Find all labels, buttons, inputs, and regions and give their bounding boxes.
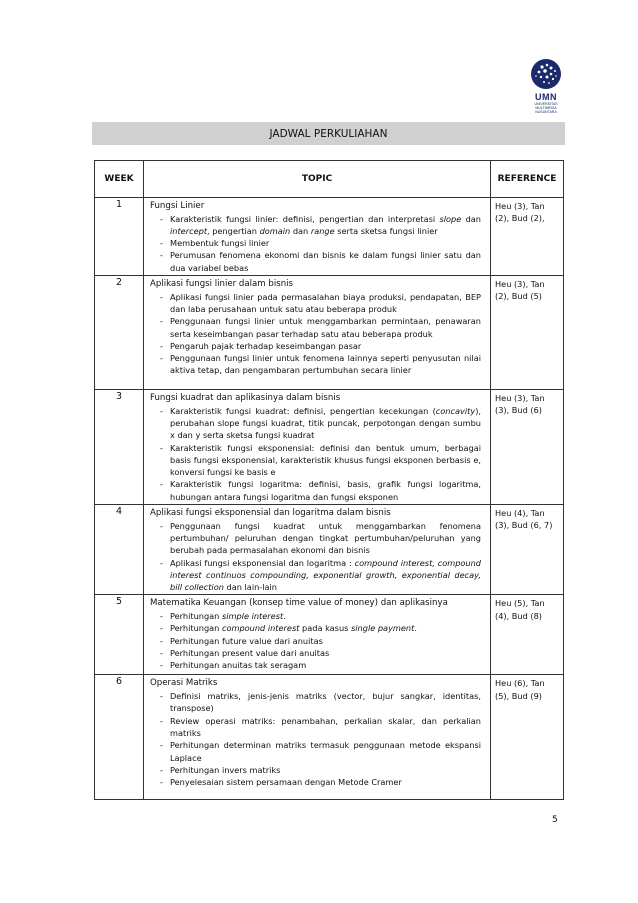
topic-title: Aplikasi fungsi linier dalam bisnis: [150, 279, 294, 290]
header-week: WEEK: [95, 161, 144, 198]
page-number: 5: [552, 815, 558, 825]
reference-cell: Heu (6), Tan (5), Bud (9): [491, 675, 564, 800]
topic-item: - Karakteristik fungsi logaritma: definisi, basis, grafik fungsi logaritma, hubungan antara fungsi logaritma dan fungsi eksponen: [170, 478, 481, 503]
week-cell: 3: [95, 390, 144, 505]
table-row: [95, 198, 564, 276]
topic-item: - Penggunaan fungsi kuadrat untuk menggambarkan fenomena pertumbuhan/ peluruhan dengan tingkat pertumbuhan/peluruhan yang berubah pada permasalahan ekonomi dan bisnis: [170, 520, 481, 557]
week-cell: 6: [95, 675, 144, 800]
reference-cell: Heu (3), Tan (3), Bud (6): [491, 390, 564, 505]
table-row: [95, 595, 564, 675]
topic-item: - Penggunaan fungsi linier untuk menggambarkan permintaan, penawaran serta keseimbangan pasar terhadap satu atau beberapa produk: [170, 315, 481, 340]
table-row: [95, 390, 564, 505]
logo-subtext: UNIVERSITAS MULTIMEDIA NUSANTARA: [534, 102, 558, 114]
topic-title: Aplikasi fungsi eksponensial dan logaritma dalam bisnis: [150, 508, 391, 519]
topic-cell: [144, 675, 491, 800]
reference-cell: Heu (4), Tan (3), Bud (6, 7): [491, 505, 564, 595]
topic-item: - Pengaruh pajak terhadap keseimbangan pasar: [170, 340, 481, 352]
topic-items: [150, 520, 481, 594]
topic-item: - Aplikasi fungsi linier pada permasalahan biaya produksi, pendapatan, BEP dan laba perusahaan untuk satu atau beberapa produk: [170, 291, 481, 316]
topic-items: [150, 213, 481, 274]
week-cell: 5: [95, 595, 144, 675]
reference-cell: Heu (5), Tan (4), Bud (8): [491, 595, 564, 675]
page-title: JADWAL PERKULIAHAN: [269, 127, 388, 140]
week-cell: 2: [95, 276, 144, 390]
page-title-bar: [92, 122, 565, 145]
topic-item: - Karakteristik fungsi eksponensial: definisi dan bentuk umum, berbagai basis fungsi eksponensial, karakteristik khusus fungsi eksponen berbasis e, konversi fungsi ke basis e: [170, 442, 481, 479]
week-cell: 4: [95, 505, 144, 595]
topic-item: - Membentuk fungsi linier: [170, 237, 481, 249]
umn-logo: [524, 58, 568, 112]
topic-item: - Penggunaan fungsi linier untuk fenomena lainnya seperti penyusutan nilai aktiva tetap, dan pengambaran pertumbuhan secara linier: [170, 352, 481, 377]
topic-cell: [144, 505, 491, 595]
topic-item: - Penyelesaian sistem persamaan dengan Metode Cramer: [170, 776, 481, 788]
schedule-body: [95, 198, 564, 800]
topic-cell: [144, 198, 491, 276]
reference-cell: Heu (3), Tan (2), Bud (2),: [491, 198, 564, 276]
topic-item: - Perhitungan compound interest pada kasus single payment.: [170, 622, 481, 634]
topic-cell: [144, 595, 491, 675]
topic-item: - Karakteristik fungsi linier: definisi, pengertian dan interpretasi slope dan intercept, pengertian domain dan range serta sketsa fungsi linier: [170, 213, 481, 238]
topic-item: - Perhitungan anuitas tak seragam: [170, 659, 481, 671]
topic-item: - Karakteristik fungsi kuadrat: definisi, pengertian kecekungan (concavity), perubahan slope fungsi kuadrat, titik puncak, perpotongan dengan sumbu x dan y serta sketsa fungsi kuadrat: [170, 405, 481, 442]
logo-wordmark: UMN: [535, 92, 557, 102]
schedule-table: [94, 160, 564, 800]
table-header-row: [95, 161, 564, 198]
umn-logo-icon: [524, 58, 568, 92]
table-row: [95, 505, 564, 595]
topic-title: Matematika Keuangan (konsep time value of money) dan aplikasinya: [150, 598, 448, 609]
header-topic: TOPIC: [144, 161, 491, 198]
week-cell: 1: [95, 198, 144, 276]
topic-title: Fungsi kuadrat dan aplikasinya dalam bisnis: [150, 393, 341, 404]
topic-item: - Perhitungan invers matriks: [170, 764, 481, 776]
header-reference: REFERENCE: [491, 161, 564, 198]
topic-title: Operasi Matriks: [150, 678, 218, 689]
topic-title: Fungsi Linier: [150, 201, 205, 211]
reference-cell: Heu (3), Tan (2), Bud (5): [491, 276, 564, 390]
topic-cell: [144, 390, 491, 505]
topic-item: - Definisi matriks, jenis-jenis matriks (vector, bujur sangkar, identitas, transpose): [170, 690, 481, 715]
topic-item: - Aplikasi fungsi eksponensial dan logaritma : compound interest, compound interest continuos compounding, exponential growth, exponential decay, bill collection dan lain-lain: [170, 557, 481, 594]
table-row: [95, 675, 564, 800]
topic-items: [150, 690, 481, 788]
topic-item: - Review operasi matriks: penambahan, perkalian skalar, dan perkalian matriks: [170, 715, 481, 740]
topic-items: [150, 291, 481, 377]
topic-cell: [144, 276, 491, 390]
topic-item: - Perumusan fenomena ekonomi dan bisnis ke dalam fungsi linier satu dan dua variabel bebas: [170, 249, 481, 274]
topic-item: - Perhitungan present value dari anuitas: [170, 647, 481, 659]
topic-items: [150, 405, 481, 503]
topic-item: - Perhitungan future value dari anuitas: [170, 635, 481, 647]
table-row: [95, 276, 564, 390]
topic-item: - Perhitungan simple interest.: [170, 610, 481, 622]
topic-item: - Perhitungan determinan matriks termasuk penggunaan metode ekspansi Laplace: [170, 739, 481, 764]
topic-items: [150, 610, 481, 671]
